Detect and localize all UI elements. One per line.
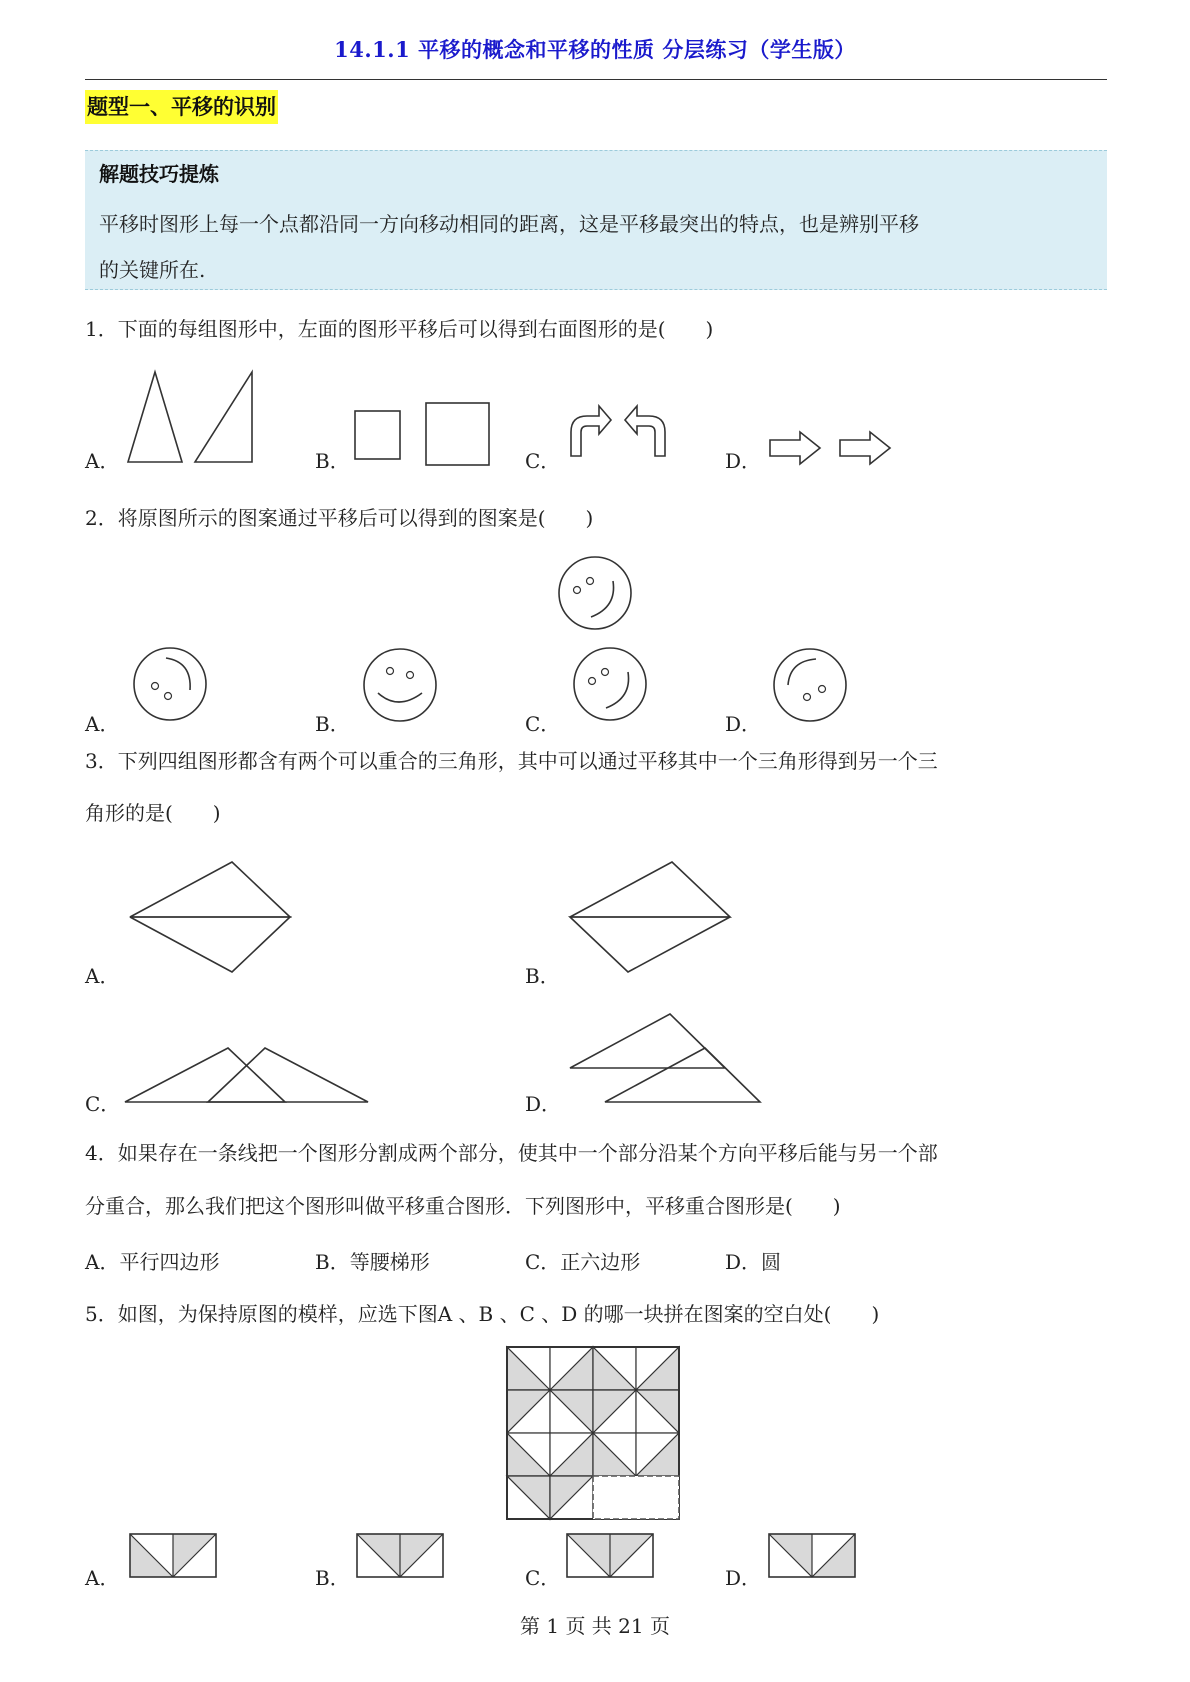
q2-option-a-smiley: [130, 644, 210, 724]
q3-option-d-triangles: [565, 1010, 765, 1110]
option-c-label: C．: [525, 449, 561, 473]
question-stem: 下面的每组图形中，左面的图形平移后可以得到右面图形的是( ): [117, 317, 714, 341]
question-2: [85, 502, 593, 531]
q3-option-c-triangles: [120, 1040, 380, 1110]
question-stem: 下列四组图形都含有两个可以重合的三角形，其中可以通过平移其中一个三角形得到另一个三: [117, 749, 938, 773]
q5-option-b-tile: [355, 1532, 447, 1582]
q2-option-b-smiley: [360, 645, 440, 725]
question-number: 2．: [85, 506, 118, 530]
document-title: 14.1.1 平移的概念和平移的性质 分层练习（学生版）: [334, 37, 856, 62]
question-4-line-1: [85, 1137, 938, 1166]
question-number: 5．: [85, 1302, 118, 1326]
q2-option-d-smiley: [770, 645, 850, 725]
option-a-label: A．: [85, 1566, 120, 1590]
question-stem: 如果存在一条线把一个图形分割成两个部分，使其中一个部分沿某个方向平移后能与另一个部: [117, 1141, 938, 1165]
q1-option-a-triangles: [120, 360, 270, 470]
option-c-label: C．: [525, 1566, 561, 1590]
q1-option-c-turn-arrows: [565, 400, 675, 460]
question-stem: 将原图所示的图案通过平移后可以得到的图案是( ): [117, 506, 594, 530]
q5-option-a-tile: [128, 1532, 220, 1582]
option-a-label: A．: [85, 964, 120, 988]
question-3-line-1: [85, 745, 938, 774]
question-3-line-2: 角形的是( ): [85, 801, 221, 825]
option-a-label: A．: [85, 712, 120, 736]
question-stem: 如图，为保持原图的模样，应选下图A 、B 、C 、D 的哪一块拼在图案的空白处( ): [117, 1302, 880, 1326]
option-b-label: B．: [315, 712, 350, 736]
question-number: 1．: [85, 317, 118, 341]
section-heading: 题型一、平移的识别: [85, 90, 278, 124]
q1-option-d-right-arrows: [768, 428, 908, 468]
q5-option-c-tile: [565, 1532, 657, 1582]
option-c-label: C．: [525, 712, 561, 736]
option-b-label: B．: [315, 1566, 350, 1590]
question-5: [85, 1298, 879, 1327]
q2-option-c-smiley: [570, 644, 650, 724]
option-a: A．平行四边形: [85, 1250, 220, 1274]
blank-space: [593, 1476, 679, 1519]
option-b-label: B．: [315, 449, 350, 473]
option-d-label: D．: [725, 712, 762, 736]
question-number: 3．: [85, 749, 118, 773]
option-b-label: B．: [525, 964, 560, 988]
option-d-label: D．: [725, 449, 762, 473]
q3-option-b-triangles: [565, 855, 735, 975]
q5-pattern-grid: [505, 1345, 685, 1525]
option-d: D．圆: [725, 1250, 782, 1274]
q5-option-d-tile: [767, 1532, 859, 1582]
option-d-label: D．: [725, 1566, 762, 1590]
question-number: 4．: [85, 1141, 118, 1165]
q3-option-a-triangles: [125, 855, 295, 975]
title-divider: [85, 79, 1107, 80]
tip-text-line-1: 平移时图形上每一个点都沿同一方向移动相同的距离，这是平移最突出的特点，也是辨别平移: [99, 212, 919, 236]
q1-option-b-squares: [350, 395, 500, 475]
tip-title: 解题技巧提炼: [99, 162, 219, 186]
option-c: C．正六边形: [525, 1250, 641, 1274]
question-4-line-2: 分重合，那么我们把这个图形叫做平移重合图形．下列图形中，平移重合图形是( ): [85, 1194, 841, 1218]
option-d-label: D．: [525, 1092, 562, 1116]
option-b: B．等腰梯形: [315, 1250, 430, 1274]
page-footer: 第 1 页 共 21 页: [520, 1614, 670, 1638]
q2-original-smiley: [555, 553, 635, 633]
question-1: [85, 313, 713, 342]
tip-text-line-2: 的关键所在.: [99, 258, 206, 282]
option-c-label: C．: [85, 1092, 121, 1116]
option-a-label: A．: [85, 449, 120, 473]
